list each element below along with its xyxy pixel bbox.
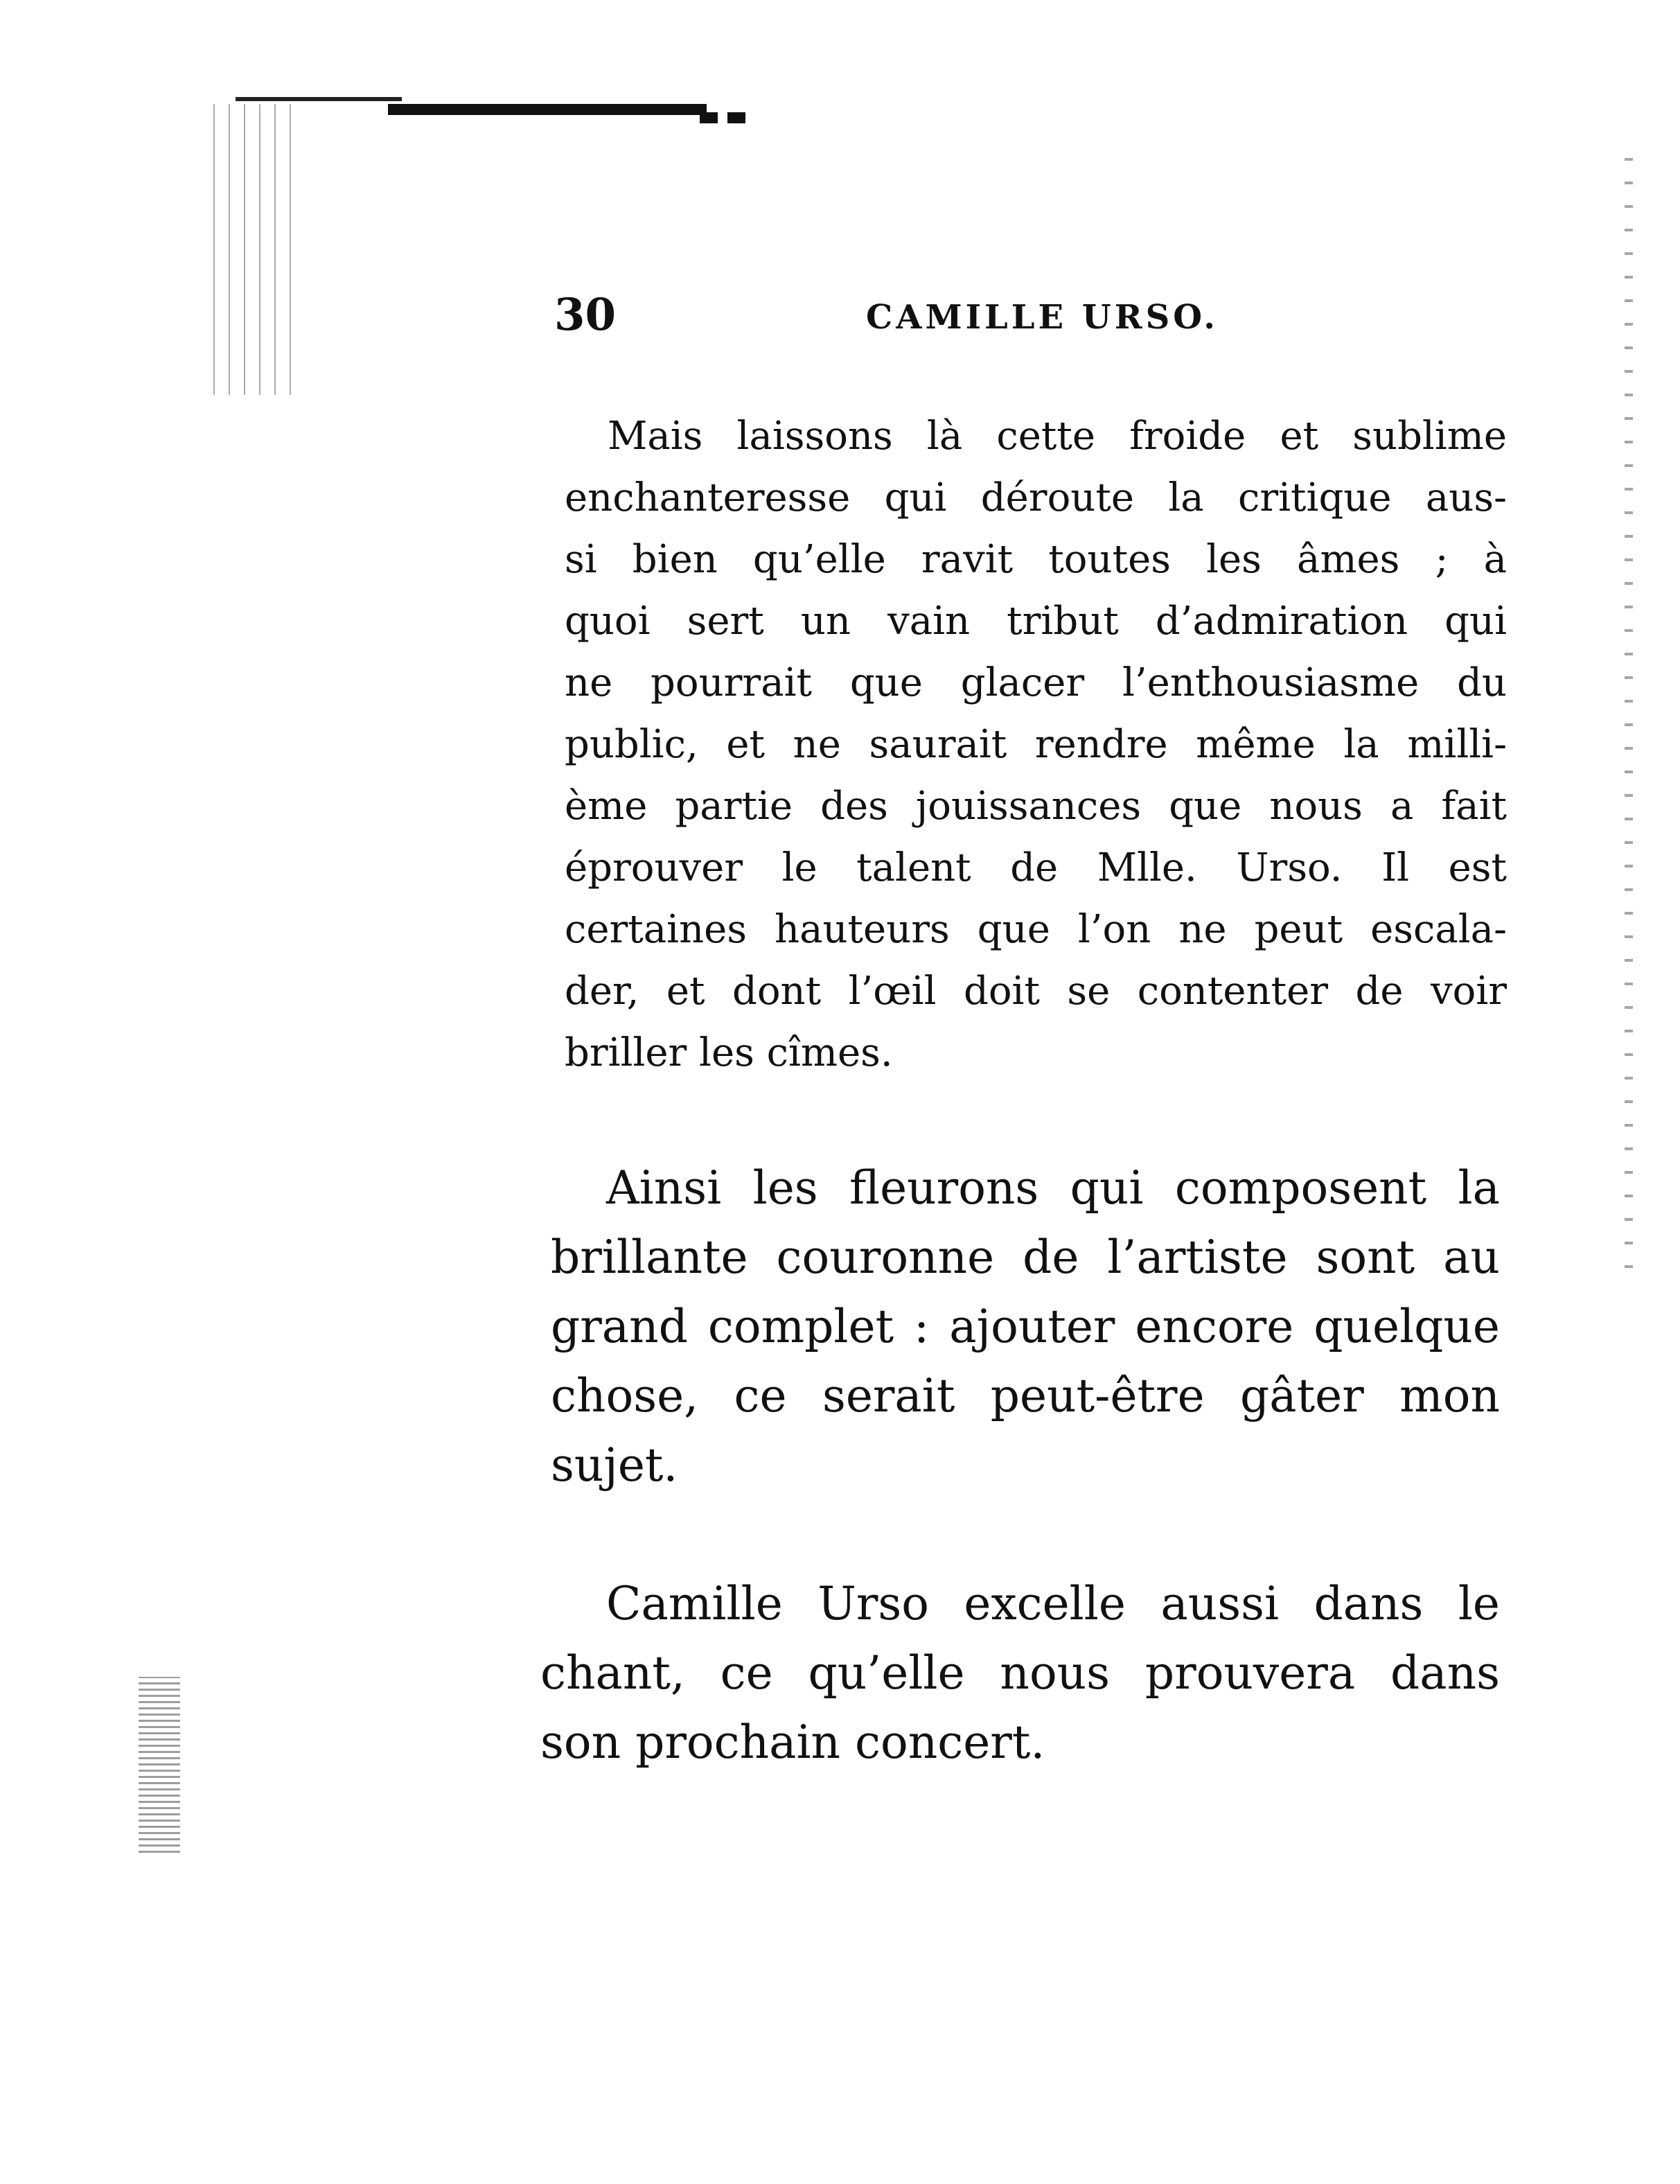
text-line: si bien qu’elle ravit toutes les âmes ; à <box>565 537 1507 582</box>
page-number: 30 <box>554 289 617 341</box>
text-line: ne pourrait que glacer l’enthousiasme du <box>565 660 1507 705</box>
text-line: enchanteresse qui déroute la critique aus- <box>565 475 1507 520</box>
running-title: CAMILLE URSO. <box>866 298 1219 337</box>
text-line: grand complet : ajouter encore quelque <box>551 1300 1500 1353</box>
text-line: éprouver le talent de Mlle. Urso. Il est <box>565 845 1507 890</box>
text-line: chose, ce serait peut-être gâter mon <box>551 1369 1500 1423</box>
running-head <box>554 288 1275 343</box>
text-line: briller les cîmes. <box>565 1030 893 1075</box>
scan-artifact-left-edge-lower <box>139 1677 180 1857</box>
text-line: Ainsi les fleurons qui composent la <box>606 1161 1500 1215</box>
text-line: brillante couronne de l’artiste sont au <box>551 1231 1500 1284</box>
scan-artifact-dash <box>700 112 718 123</box>
text-line: public, et ne saurait rendre même la milli- <box>565 722 1507 767</box>
text-line: Camille Urso excelle aussi dans le <box>606 1577 1500 1630</box>
scan-artifact-dash <box>727 112 745 123</box>
text-line: son prochain concert. <box>540 1716 1045 1769</box>
text-line: Mais laissons là cette froide et sublime <box>608 414 1507 459</box>
scan-artifact-top-rule <box>388 104 707 115</box>
paragraph-1 <box>565 405 1507 1084</box>
text-line: sujet. <box>551 1438 678 1492</box>
scan-artifact-top-thin <box>236 97 402 101</box>
paragraph-2 <box>551 1154 1500 1500</box>
paragraph-3 <box>540 1569 1500 1777</box>
scan-artifact-right-edge <box>1625 152 1633 1289</box>
text-line: quoi sert un vain tribut d’admiration qui <box>565 599 1507 644</box>
text-line: certaines hauteurs que l’on ne peut escala- <box>565 907 1507 952</box>
text-line: der, et dont l’œil doit se contenter de voir <box>565 969 1507 1014</box>
text-line: ème partie des jouissances que nous a fait <box>565 784 1507 829</box>
scan-artifact-left-edge <box>208 104 291 395</box>
text-line: chant, ce qu’elle nous prouvera dans <box>540 1646 1500 1700</box>
